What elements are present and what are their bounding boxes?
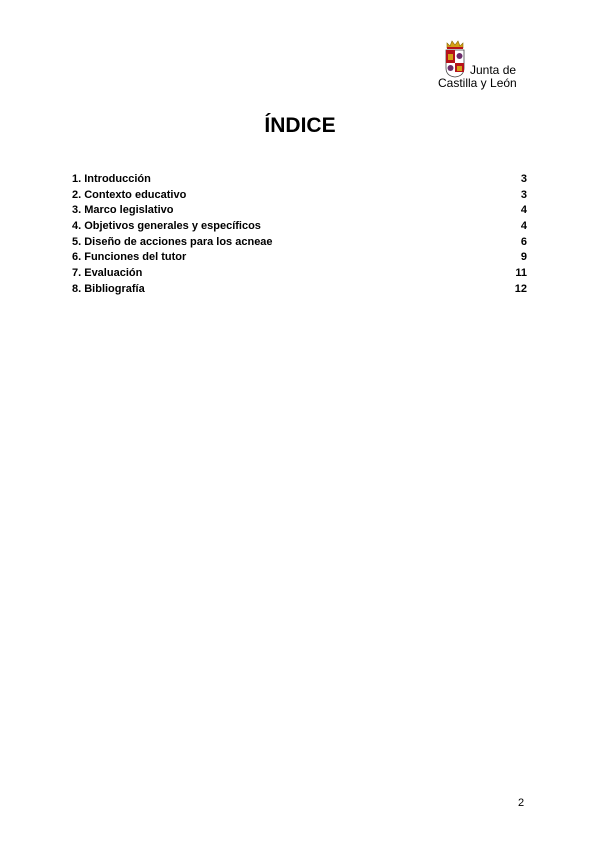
toc-entry-page: 4 bbox=[520, 220, 527, 233]
toc-entry[interactable] bbox=[72, 188, 527, 204]
toc-entry-label: 1. Introducción bbox=[72, 173, 151, 185]
table-of-contents bbox=[72, 172, 527, 298]
toc-entry-page: 3 bbox=[520, 173, 527, 185]
logo-text-line1: Junta de bbox=[470, 63, 517, 77]
toc-entry-page: 3 bbox=[520, 188, 527, 201]
toc-entry-label: 8. Bibliografía bbox=[72, 282, 145, 295]
toc-entry[interactable] bbox=[72, 203, 527, 219]
toc-entry[interactable] bbox=[72, 219, 527, 235]
toc-entry-label: 7. Evaluación bbox=[72, 267, 143, 280]
logo-text-line2: Castilla y León bbox=[438, 76, 517, 90]
toc-entry-page: 9 bbox=[520, 251, 527, 264]
page-number: 2 bbox=[518, 797, 525, 809]
toc-entry[interactable] bbox=[72, 172, 527, 188]
toc-entry-page: 6 bbox=[520, 235, 527, 248]
toc-entry-page: 11 bbox=[515, 267, 527, 280]
toc-entry-label: 4. Objetivos generales y específicos bbox=[72, 220, 261, 233]
toc-entry-page: 4 bbox=[520, 204, 527, 217]
toc-entry-label: 3. Marco legislativo bbox=[72, 204, 174, 217]
toc-entry-page: 12 bbox=[514, 282, 527, 295]
toc-entry[interactable] bbox=[72, 250, 527, 266]
toc-entry-label: 2. Contexto educativo bbox=[72, 188, 187, 201]
toc-entry[interactable] bbox=[72, 235, 527, 251]
coat-of-arms-icon bbox=[444, 38, 466, 78]
toc-entry-label: 6. Funciones del tutor bbox=[72, 251, 187, 264]
junta-castilla-leon-logo bbox=[436, 38, 528, 92]
toc-entry[interactable] bbox=[72, 282, 527, 298]
page-title: ÍNDICE bbox=[264, 114, 336, 137]
toc-entry[interactable] bbox=[72, 266, 527, 282]
toc-entry-label: 5. Diseño de acciones para los acneae bbox=[72, 235, 273, 248]
